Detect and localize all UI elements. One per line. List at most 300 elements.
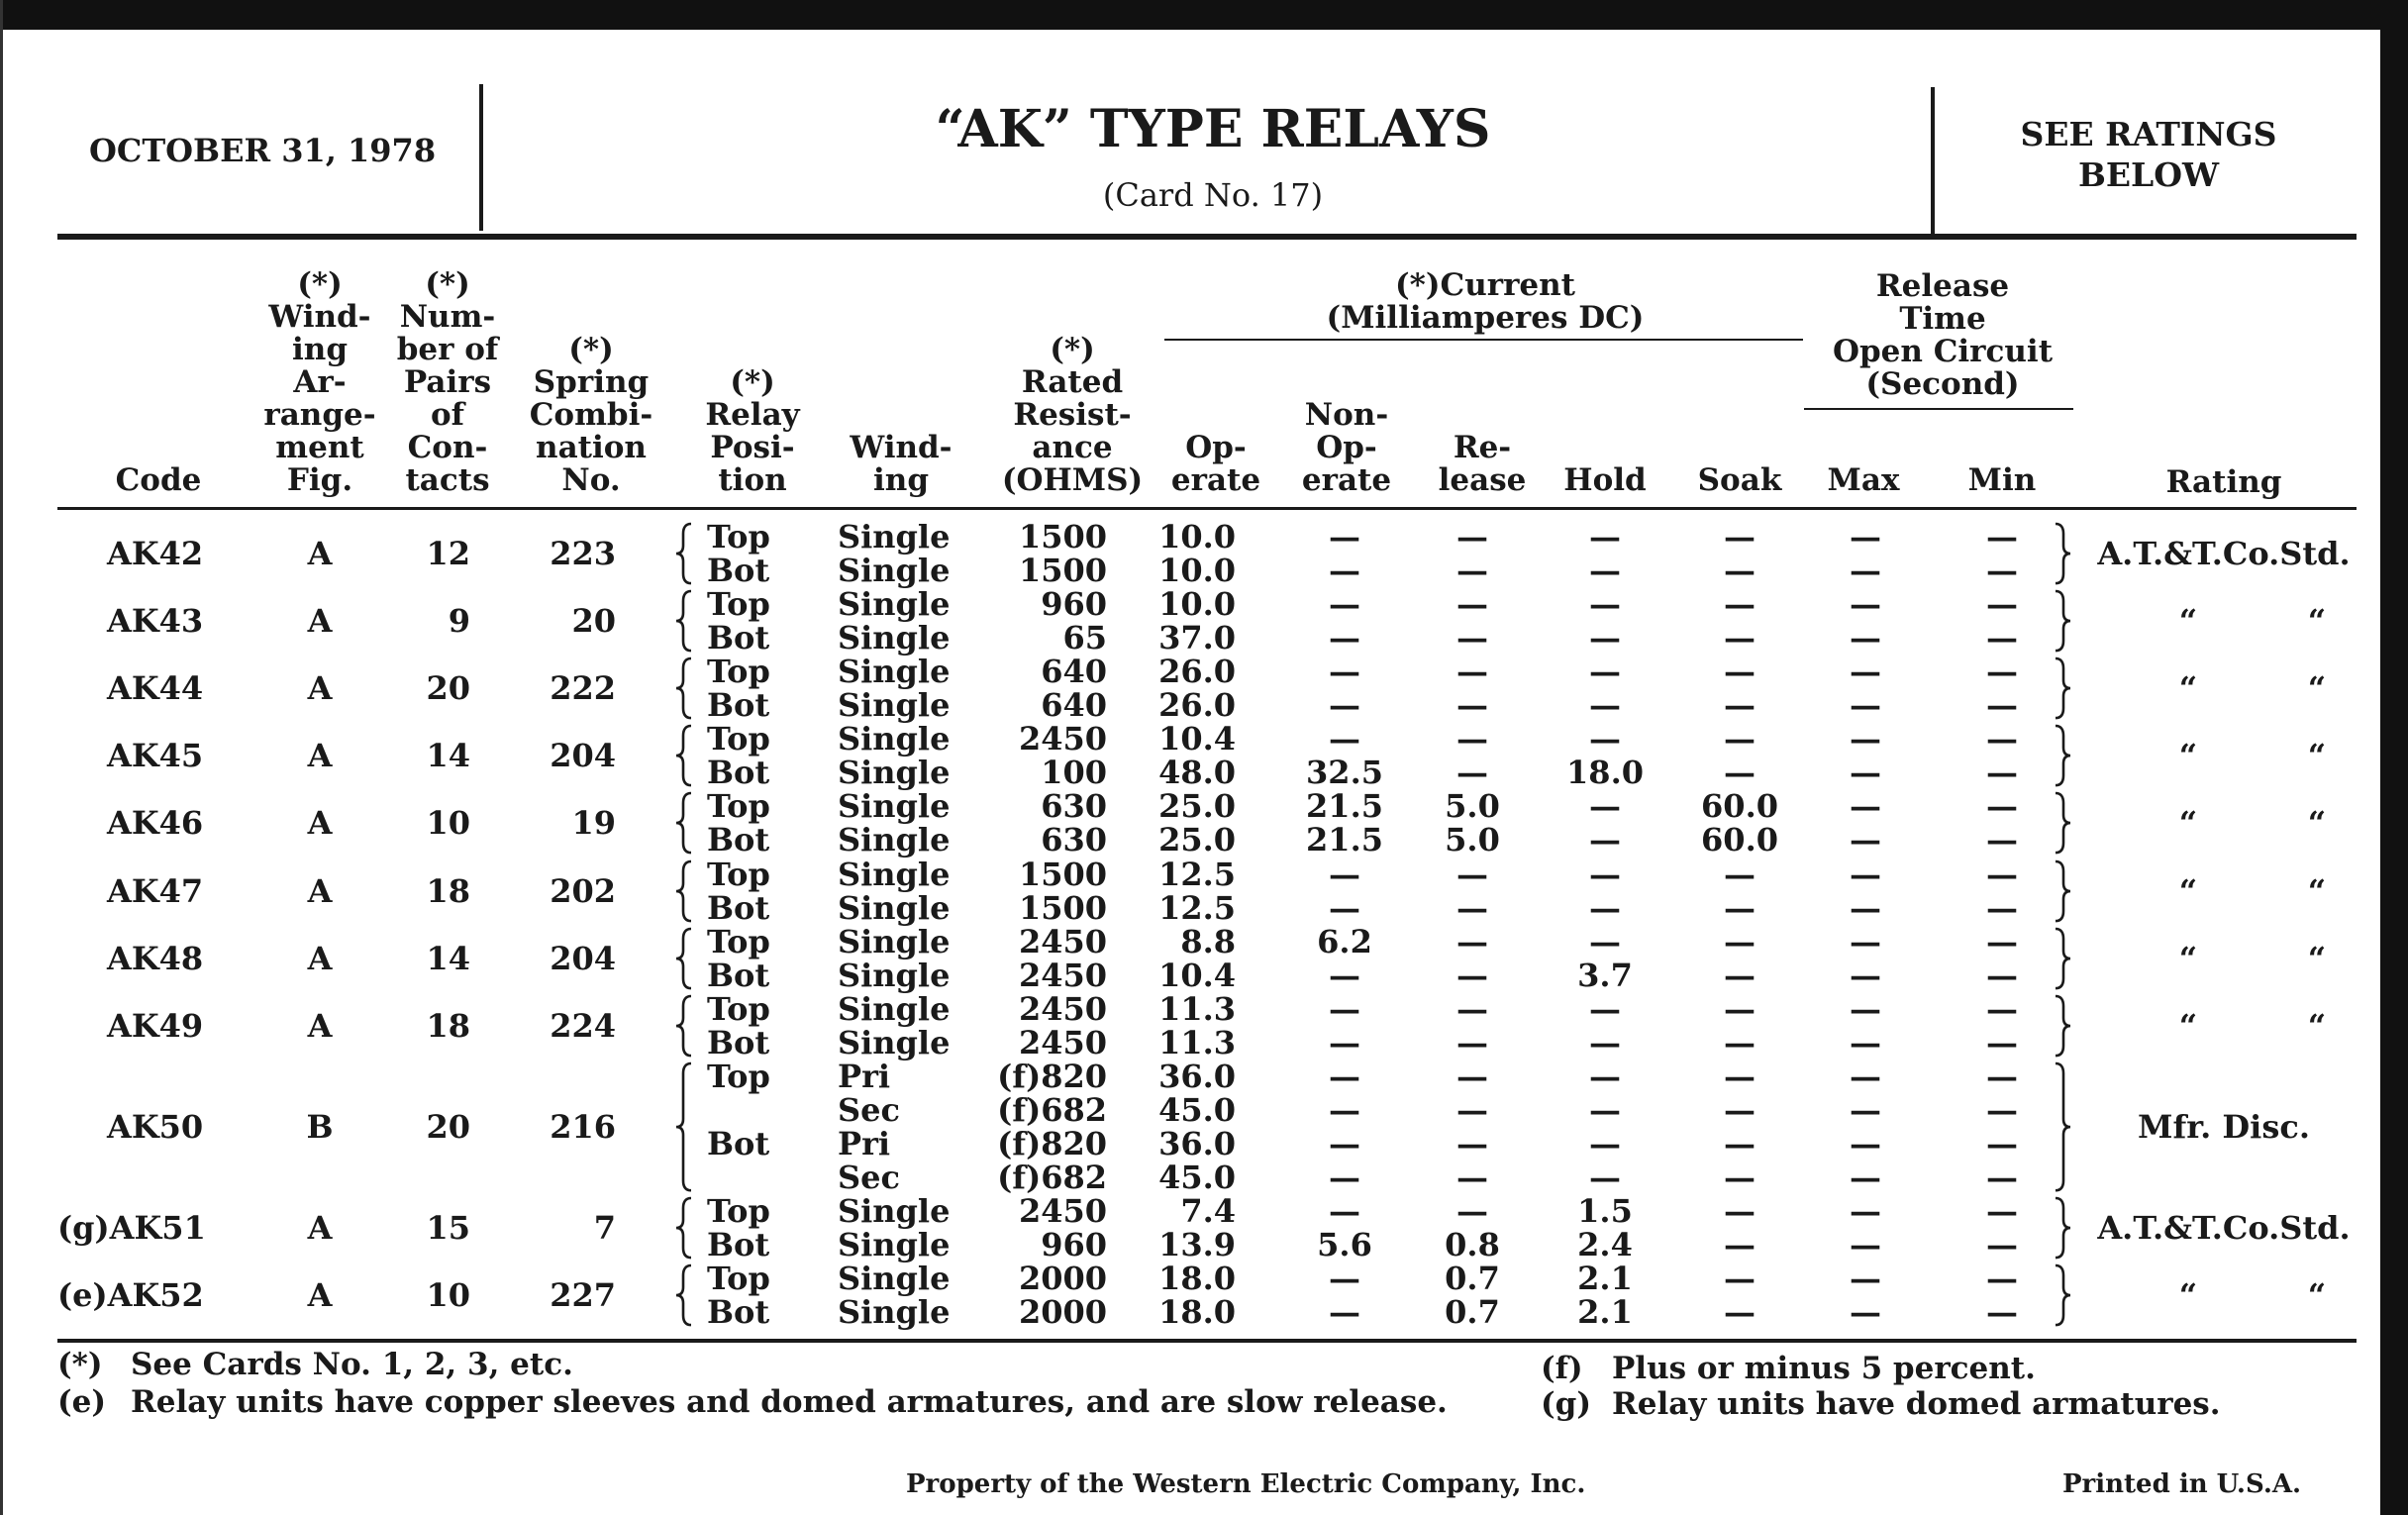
cell-pos: Bot (707, 1293, 770, 1332)
release-time-group-rule (1804, 408, 2073, 410)
cell-pos: Bot (707, 821, 770, 859)
rating-ditto: “ (2178, 1276, 2198, 1315)
cell-nonop: — (1329, 1090, 1360, 1129)
contact-pairs: 15 (426, 1209, 470, 1248)
cell-ohms: 640 (1041, 686, 1107, 725)
cell-nonop: — (1329, 686, 1360, 725)
cell-min: — (1986, 787, 2018, 826)
rating-ditto: “ (2307, 1276, 2327, 1315)
winding-arrangement-fig: A (307, 669, 333, 708)
rating-ditto: “ (2178, 669, 2198, 708)
cell-hold: — (1589, 686, 1621, 725)
winding-arrangement-fig: A (307, 871, 333, 910)
cell-min: — (1986, 821, 2018, 859)
cell-op: 12.5 (1158, 855, 1236, 893)
position-brace (673, 522, 695, 585)
column-header-current-group: (*)Current (Milliamperes DC) (1326, 267, 1645, 336)
position-brace (673, 1196, 695, 1260)
relay-code: AK50 (107, 1107, 204, 1146)
issue-date: OCTOBER 31, 1978 (89, 132, 437, 169)
cell-soak: — (1724, 1158, 1756, 1196)
column-header-rule (57, 507, 2357, 510)
rating: A.T.&T.Co.Std. (2097, 1209, 2351, 1248)
scan-border-right (2380, 0, 2408, 1515)
cell-hold: — (1589, 518, 1621, 556)
cell-min: — (1986, 1192, 2018, 1230)
footnote-star-text: See Cards No. 1, 2, 3, etc. (131, 1347, 573, 1382)
cell-wind: Single (838, 686, 951, 725)
cell-nonop: — (1329, 989, 1360, 1028)
cell-ohms: 960 (1041, 1226, 1107, 1264)
rating-ditto: “ (2307, 669, 2327, 708)
cell-min: — (1986, 888, 2018, 927)
rating-ditto: “ (2307, 939, 2327, 977)
cell-pos: Top (707, 922, 770, 960)
cell-max: — (1850, 585, 1881, 624)
contact-pairs: 9 (448, 602, 470, 641)
position-brace (673, 859, 695, 923)
spring-combination: 7 (593, 1209, 616, 1248)
contact-pairs: 14 (426, 737, 470, 775)
rating-ditto: “ (2178, 1006, 2198, 1045)
cell-rel: — (1456, 1057, 1488, 1095)
cell-op: 11.3 (1158, 1023, 1236, 1061)
footnote-g-mark: (g) (1541, 1386, 1592, 1422)
cell-min: — (1986, 686, 2018, 725)
cell-op: 10.0 (1158, 518, 1236, 556)
cell-max: — (1850, 1158, 1881, 1196)
cell-ohms: 630 (1041, 787, 1107, 826)
cell-soak: — (1724, 653, 1756, 691)
cell-rel: — (1456, 552, 1488, 590)
cell-nonop: — (1329, 1124, 1360, 1162)
cell-soak: — (1724, 922, 1756, 960)
cell-nonop: — (1329, 1192, 1360, 1230)
cell-hold: — (1589, 1124, 1621, 1162)
cell-wind: Single (838, 619, 951, 657)
cell-hold: — (1589, 821, 1621, 859)
contact-pairs: 18 (426, 1006, 470, 1045)
cell-op: 10.4 (1158, 956, 1236, 994)
cell-hold: — (1589, 653, 1621, 691)
cell-pos: Top (707, 855, 770, 893)
cell-rel: — (1456, 518, 1488, 556)
winding-arrangement-fig: A (307, 535, 333, 573)
cell-wind: Pri (838, 1124, 891, 1162)
cell-max: — (1850, 787, 1881, 826)
cell-soak: — (1724, 518, 1756, 556)
winding-arrangement-fig: B (306, 1107, 334, 1146)
cell-soak: — (1724, 619, 1756, 657)
position-brace (673, 927, 695, 990)
cell-min: — (1986, 1226, 2018, 1264)
cell-pos: Bot (707, 1226, 770, 1264)
contact-pairs: 12 (426, 535, 470, 573)
cell-ohms: 1500 (1018, 888, 1107, 927)
cell-soak: — (1724, 855, 1756, 893)
cell-wind: Pri (838, 1057, 891, 1095)
cell-nonop: 21.5 (1306, 787, 1383, 826)
cell-rel: — (1456, 956, 1488, 994)
cell-op: 26.0 (1158, 686, 1236, 725)
cell-op: 37.0 (1158, 619, 1236, 657)
cell-wind: Single (838, 585, 951, 624)
cell-pos: Bot (707, 754, 770, 792)
cell-hold: — (1589, 720, 1621, 758)
cell-soak: — (1724, 1192, 1756, 1230)
cell-op: 48.0 (1158, 754, 1236, 792)
cell-wind: Single (838, 518, 951, 556)
position-brace (673, 1061, 695, 1192)
winding-arrangement-fig: A (307, 1276, 333, 1315)
cell-op: 13.9 (1158, 1226, 1236, 1264)
footnote-g-text: Relay units have domed armatures. (1612, 1386, 2221, 1422)
cell-soak: — (1724, 1293, 1756, 1332)
cell-wind: Single (838, 922, 951, 960)
cell-soak: — (1724, 989, 1756, 1028)
cell-op: 18.0 (1158, 1293, 1236, 1332)
cell-nonop: — (1329, 1158, 1360, 1196)
cell-wind: Single (838, 821, 951, 859)
contact-pairs: 10 (426, 804, 470, 843)
cell-min: — (1986, 518, 2018, 556)
cell-pos: Top (707, 1057, 770, 1095)
cell-hold: 2.1 (1577, 1293, 1633, 1332)
footnote-e-mark: (e) (57, 1384, 107, 1420)
cell-min: — (1986, 1124, 2018, 1162)
position-brace (673, 724, 695, 787)
column-header-operate: Op- erate (1170, 430, 1261, 498)
cell-rel: — (1456, 855, 1488, 893)
footnote-star-mark: (*) (57, 1347, 103, 1382)
cell-ohms: 2450 (1018, 989, 1107, 1028)
spring-combination: 216 (550, 1107, 616, 1146)
cell-nonop: — (1329, 518, 1360, 556)
cell-soak: — (1724, 1226, 1756, 1264)
page-title: “AK” TYPE RELAYS (935, 99, 1491, 159)
contact-pairs: 20 (426, 669, 470, 708)
ratings-line-2: BELOW (2077, 155, 2220, 194)
column-header-hold: Hold (1563, 462, 1647, 498)
rating-ditto: “ (2178, 804, 2198, 843)
cell-min: — (1986, 552, 2018, 590)
relay-code: AK48 (107, 939, 204, 977)
cell-rel: — (1456, 1090, 1488, 1129)
cell-pos: Top (707, 787, 770, 826)
cell-max: — (1850, 720, 1881, 758)
cell-nonop: 21.5 (1306, 821, 1383, 859)
position-brace (673, 994, 695, 1058)
relay-code: AK44 (107, 669, 204, 708)
cell-soak: — (1724, 1124, 1756, 1162)
spring-combination: 202 (550, 871, 616, 910)
cell-nonop: 32.5 (1306, 754, 1383, 792)
cell-nonop: — (1329, 956, 1360, 994)
cell-rel: — (1456, 720, 1488, 758)
cell-max: — (1850, 888, 1881, 927)
cell-nonop: — (1329, 1260, 1360, 1298)
cell-ohms: 640 (1041, 653, 1107, 691)
cell-op: 12.5 (1158, 888, 1236, 927)
spring-combination: 223 (550, 535, 616, 573)
cell-rel: — (1456, 619, 1488, 657)
cell-hold: — (1589, 855, 1621, 893)
cell-soak: — (1724, 888, 1756, 927)
cell-min: — (1986, 585, 2018, 624)
cell-ohms: 2450 (1018, 1023, 1107, 1061)
scan-border-left (0, 0, 3, 1515)
cell-hold: 3.7 (1577, 956, 1633, 994)
cell-ohms: 2450 (1018, 1192, 1107, 1230)
cell-soak: — (1724, 1057, 1756, 1095)
column-header-code: Code (115, 462, 202, 498)
cell-op: 25.0 (1158, 787, 1236, 826)
cell-max: — (1850, 1023, 1881, 1061)
footnote-f-text: Plus or minus 5 percent. (1612, 1351, 2036, 1386)
cell-min: — (1986, 1057, 2018, 1095)
rating-ditto: “ (2307, 1006, 2327, 1045)
cell-ohms: 630 (1041, 821, 1107, 859)
column-header-rating: Rating (2165, 464, 2282, 500)
rating: A.T.&T.Co.Std. (2097, 535, 2351, 573)
position-brace (673, 656, 695, 720)
relay-code: AK47 (107, 871, 204, 910)
spring-combination: 224 (550, 1006, 616, 1045)
relay-code: AK43 (107, 602, 204, 641)
column-header-release: Re- lease (1438, 430, 1527, 498)
cell-hold: — (1589, 989, 1621, 1028)
cell-soak: 60.0 (1701, 787, 1778, 826)
cell-wind: Single (838, 1023, 951, 1061)
cell-op: 10.0 (1158, 552, 1236, 590)
header-rule (57, 234, 2357, 240)
cell-op: 10.0 (1158, 585, 1236, 624)
position-brace (673, 791, 695, 855)
cell-wind: Single (838, 787, 951, 826)
rating-ditto: “ (2178, 871, 2198, 910)
rating-ditto: “ (2178, 602, 2198, 641)
cell-nonop: — (1329, 1057, 1360, 1095)
cell-op: 45.0 (1158, 1158, 1236, 1196)
cell-nonop: — (1329, 585, 1360, 624)
cell-hold: — (1589, 619, 1621, 657)
cell-rel: 5.0 (1445, 821, 1500, 859)
relay-code: AK49 (107, 1006, 204, 1045)
cell-hold: 18.0 (1566, 754, 1644, 792)
cell-ohms: (f)682 (997, 1090, 1107, 1129)
spring-combination: 222 (550, 669, 616, 708)
cell-rel: — (1456, 686, 1488, 725)
spring-combination: 204 (550, 939, 616, 977)
winding-arrangement-fig: A (307, 737, 333, 775)
cell-hold: 2.1 (1577, 1260, 1633, 1298)
cell-hold: — (1589, 1090, 1621, 1129)
cell-min: — (1986, 1023, 2018, 1061)
cell-op: 45.0 (1158, 1090, 1236, 1129)
cell-wind: Single (838, 754, 951, 792)
cell-min: — (1986, 922, 2018, 960)
cell-min: — (1986, 855, 2018, 893)
rating: Mfr. Disc. (2138, 1107, 2310, 1146)
footnote-f-mark: (f) (1541, 1351, 1583, 1386)
cell-nonop: — (1329, 552, 1360, 590)
cell-wind: Single (838, 855, 951, 893)
cell-pos: Bot (707, 1023, 770, 1061)
cell-soak: — (1724, 686, 1756, 725)
cell-soak: — (1724, 956, 1756, 994)
cell-soak: — (1724, 1090, 1756, 1129)
relay-code: AK42 (107, 535, 204, 573)
cell-op: 36.0 (1158, 1057, 1236, 1095)
cell-wind: Single (838, 653, 951, 691)
spring-combination: 20 (571, 602, 616, 641)
cell-min: — (1986, 1090, 2018, 1129)
column-header-winding-arrangement: (*) Wind- ing Ar- range- ment Fig. (263, 266, 376, 498)
cell-hold: — (1589, 552, 1621, 590)
cell-hold: — (1589, 1158, 1621, 1196)
cell-max: — (1850, 989, 1881, 1028)
cell-pos: Top (707, 720, 770, 758)
cell-nonop: — (1329, 1293, 1360, 1332)
rating-ditto: “ (2178, 737, 2198, 775)
cell-min: — (1986, 989, 2018, 1028)
cell-pos: Bot (707, 888, 770, 927)
cell-min: — (1986, 1293, 2018, 1332)
cell-pos: Bot (707, 1124, 770, 1162)
cell-hold: — (1589, 888, 1621, 927)
cell-max: — (1850, 855, 1881, 893)
cell-rel: — (1456, 585, 1488, 624)
spring-combination: 19 (571, 804, 616, 843)
cell-pos: Bot (707, 686, 770, 725)
cell-rel: — (1456, 653, 1488, 691)
cell-pos: Top (707, 518, 770, 556)
relay-code: AK45 (107, 737, 204, 775)
column-header-min: Min (1967, 462, 2037, 498)
cell-nonop: 6.2 (1317, 922, 1372, 960)
column-header-winding: Wind- ing (850, 430, 953, 498)
cell-rel: 0.7 (1445, 1260, 1500, 1298)
cell-max: — (1850, 754, 1881, 792)
column-header-non-operate: Non- Op- erate (1301, 397, 1392, 498)
cell-pos: Top (707, 989, 770, 1028)
cell-ohms: 1500 (1018, 855, 1107, 893)
card-number: (Card No. 17) (1102, 176, 1324, 214)
cell-max: — (1850, 1124, 1881, 1162)
cell-max: — (1850, 1090, 1881, 1129)
cell-max: — (1850, 552, 1881, 590)
cell-soak: — (1724, 552, 1756, 590)
cell-soak: — (1724, 1260, 1756, 1298)
cell-pos: Bot (707, 956, 770, 994)
cell-max: — (1850, 518, 1881, 556)
rating-ditto: “ (2307, 602, 2327, 641)
column-header-release-time-group: Release Time Open Circuit (Second) (1832, 268, 2054, 402)
spring-combination: 204 (550, 737, 616, 775)
cell-ohms: 100 (1041, 754, 1107, 792)
cell-nonop: 5.6 (1317, 1226, 1372, 1264)
cell-ohms: 1500 (1018, 552, 1107, 590)
cell-rel: — (1456, 754, 1488, 792)
title-divider-right (1931, 87, 1935, 236)
cell-rel: — (1456, 1124, 1488, 1162)
cell-op: 8.8 (1180, 922, 1236, 960)
cell-wind: Single (838, 1260, 951, 1298)
cell-soak: 60.0 (1701, 821, 1778, 859)
see-ratings-note (1941, 114, 2357, 195)
rating-ditto: “ (2307, 804, 2327, 843)
cell-pos: Top (707, 1260, 770, 1298)
contact-pairs: 10 (426, 1276, 470, 1315)
cell-ohms: 2450 (1018, 720, 1107, 758)
cell-min: — (1986, 1260, 2018, 1298)
cell-min: — (1986, 720, 2018, 758)
position-brace (673, 589, 695, 653)
cell-ohms: (f)820 (997, 1124, 1107, 1162)
winding-arrangement-fig: A (307, 602, 333, 641)
cell-hold: 2.4 (1577, 1226, 1633, 1264)
cell-rel: — (1456, 1023, 1488, 1061)
ratings-line-1: SEE RATINGS (2020, 115, 2277, 153)
cell-hold: — (1589, 585, 1621, 624)
cell-max: — (1850, 1057, 1881, 1095)
cell-ohms: 2450 (1018, 922, 1107, 960)
cell-ohms: 960 (1041, 585, 1107, 624)
cell-nonop: — (1329, 653, 1360, 691)
current-group-rule (1164, 339, 1803, 341)
cell-soak: — (1724, 754, 1756, 792)
column-header-max: Max (1827, 462, 1900, 498)
cell-nonop: — (1329, 720, 1360, 758)
rating-ditto: “ (2178, 939, 2198, 977)
cell-ohms: 1500 (1018, 518, 1107, 556)
cell-ohms: 2000 (1018, 1293, 1107, 1332)
cell-rel: — (1456, 1158, 1488, 1196)
cell-rel: 0.8 (1445, 1226, 1500, 1264)
cell-pos: Bot (707, 552, 770, 590)
cell-hold: 1.5 (1577, 1192, 1633, 1230)
rating-ditto: “ (2307, 737, 2327, 775)
cell-max: — (1850, 1260, 1881, 1298)
column-header-pairs: (*) Num- ber of Pairs of Con- tacts (396, 266, 499, 498)
column-header-spring: (*) Spring Combi- nation No. (529, 332, 653, 498)
column-header-relay-position: (*) Relay Posi- tion (705, 364, 800, 498)
cell-hold: — (1589, 1023, 1621, 1061)
cell-max: — (1850, 922, 1881, 960)
cell-rel: — (1456, 989, 1488, 1028)
cell-wind: Single (838, 956, 951, 994)
cell-op: 36.0 (1158, 1124, 1236, 1162)
cell-op: 26.0 (1158, 653, 1236, 691)
property-notice: Property of the Western Electric Company, Inc. (906, 1469, 1586, 1499)
cell-max: — (1850, 686, 1881, 725)
column-header-soak: Soak (1697, 462, 1782, 498)
cell-op: 25.0 (1158, 821, 1236, 859)
cell-rel: — (1456, 1192, 1488, 1230)
cell-max: — (1850, 956, 1881, 994)
contact-pairs: 14 (426, 939, 470, 977)
relay-code: AK46 (107, 804, 204, 843)
cell-max: — (1850, 1192, 1881, 1230)
cell-nonop: — (1329, 888, 1360, 927)
cell-wind: Single (838, 989, 951, 1028)
cell-max: — (1850, 619, 1881, 657)
cell-pos: Top (707, 653, 770, 691)
cell-rel: — (1456, 888, 1488, 927)
cell-pos: Top (707, 1192, 770, 1230)
table-bottom-rule (57, 1339, 2357, 1343)
position-brace (673, 1263, 695, 1327)
